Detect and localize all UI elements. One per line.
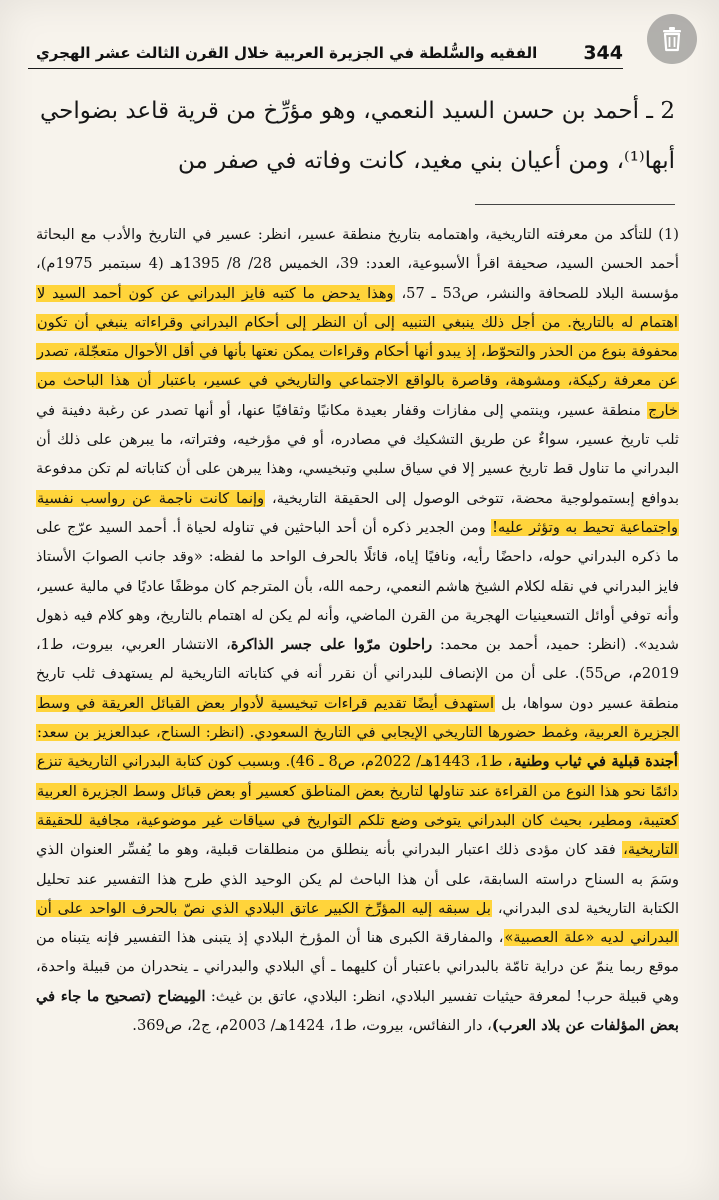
book-title: أجندة قبلية في ثياب وطنية	[514, 753, 678, 771]
body-paragraph: 2 ـ أحمد بن حسن السيد النعمي، وهو مؤرِّخ من قرية قاعد بضواحي أبها⁽¹⁾، ومن أعيان بني مغيد، كانت وفاته في صفر من	[40, 98, 675, 174]
footnote-block	[36, 220, 679, 1040]
footnote-text: ومن الجدير ذكره أن أحد الباحثين في تناوله لحياة أ. أحمد السيد عرّج على ما ذكره البدراني حوله، داحضًا رأيه، ونافيًا إياه، قائلًا بالحرف الواحد ما لفظه: «وقد جانب الصوابَ الأستاذ فايز البدراني في نقله لكلام الشيخ هاشم النعمي، رحمه الله، بأن المترجم كان موظفًا عاديًا في مالية عسير، وأنه توفي أوائل التسعينيات الهجرية من القرن الماضي، وأنه لم يكن له اهتمام بالتاريخ، وهو كلام فيه ذهول شديد». (انظر: حميد، أحمد بن محمد:	[36, 518, 680, 654]
trash-icon	[660, 26, 684, 52]
footnote-1	[36, 220, 679, 1040]
highlighted-passage: وإنما كانت ناجمة عن رواسب نفسية واجتماعية تحيط به وتؤثر عليه!	[37, 489, 679, 536]
page-number: 344	[583, 42, 623, 64]
footnote-text: ، الانتشار العربي، بيروت، ط1، 2019م، ص55). على أن من الإنصاف للبدراني أن نقرر أنه في كتاباته التاريخية لم يستهدف ثلب تاريخ منطقة عسير دون سواها، بل	[36, 636, 679, 712]
highlighted-passage: وهذا يدحض ما كتبه فايز البدراني عن كون أحمد السيد لا اهتمام له بالتاريخ. من أجل ذلك ينبغي التنبيه إلى أن النظر إلى أحكام البدراني وقراءاته ينبغي أن تكون محفوفة بنوع من الحذر والتحوّط، إذ يبدو أنها أحكام وقراءات يمكن نعتها بأنها في أقل الأحوال متعجّلة، تصدر عن معرفة ركيكة، ومشوهة، وقاصرة بالواقع الاجتماعي والتاريخي في عسير، باعتبار أن هذا الباحث من خارج	[37, 284, 678, 419]
footnote-text: للتأكد من معرفته التاريخية، واهتمامه بتاريخ منطقة عسير، انظر: عسير في التاريخ والأدب مع البحاثة أحمد الحسن السيد، صحيفة اقرأ الأسبوعية، العدد: 39، الخميس 28/ 8/ 1395هـ (4 سبتمبر 1975م)، مؤسسة البلاد للصحافة والنشر، ص53 ـ 57،	[36, 226, 679, 302]
running-title: الفقيه والسُّلطة في الجزيرة العربية خلال القرن الثالث عشر الهجري	[36, 44, 538, 62]
highlighted-passage: استهدف أيضًا تقديم قراءات تبخيسية لأدوار بعض القبائل العريقة في وسط الجزيرة العربية، وغمط حضورها التاريخي الإيجابي في التاريخ السعودي. (انظر: السناح، عبدالعزيز بن سعد:	[37, 694, 679, 742]
page-header	[28, 28, 623, 69]
footnote-divider	[475, 204, 675, 205]
book-title: راحلون مرّوا على جسر الذاكرة	[230, 636, 433, 654]
delete-button[interactable]	[647, 14, 697, 64]
highlighted-passage: ، ط1، 1443هـ/ 2022م، ص8 ـ 46). وبسبب كون كتابة البدراني التاريخية تنزع دائمًا نحو هذا النوع من القراءة عند تناولها لتاريخ بعض المناطق كعسير أو بعض قبائل وسط الجزيرة العربية كعتيبة، ومطير، بحيث كان البدراني يتوخى وضع تلكم التواريخ في سياقات غير موضوعية، مجافية للحقيقة التاريخية،	[37, 753, 678, 859]
footnote-text: ، والمفارقة الكبرى هنا أن المؤرخ البلادي إذ يتبنى هذا التفسير فإنه يتبناه من موقع ربما ينمّ عن دراية تامّة بالبدراني باعتبار أن كليهما ـ أي البلادي والبدراني ـ ينحدران من قبيلة واحدة، وهي قبيلة حرب! لمعرفة حيثيات تفسير البلادي، انظر: البلادي، عاتق بن غيث:	[36, 929, 679, 1005]
footnote-marker: (1)	[658, 226, 679, 243]
highlighted-passage: بل سبقه إليه المؤرِّخ الكبير عاتق البلادي الذي نصّ بالحرف الواحد على أن البدراني لديه «علة العصبية»	[37, 899, 678, 947]
footnote-text: منطقة عسير، وينتمي إلى مفازات وقفار بعيدة مكانيًا وثقافيًا عنها، أو أنها تصدر عن رغبة دفينة في ثلب تاريخ عسير، سواءٌ عن طريق التشكيك في مصادره، أو في مؤرخيه، وفتراته، ما يبرهن على ذلك أن البدراني ما تناول قط تاريخ عسير إلا في سياق سلبي وتبخيسي، وهذا يبرهن على أن كتاباته لم تكن مدفوعة بدوافع إبستمولوجية محضة، تتوخى الوصول إلى الحقيقة التاريخية،	[36, 401, 680, 507]
book-title: المِيضاح (تصحيح ما جاء في بعض المؤلفات عن بلاد العرب)	[36, 987, 679, 1035]
footnote-text: ، دار النفائس، بيروت، ط1، 1424هـ/ 2003م، ج2، ص369.	[132, 1017, 492, 1035]
footnote-text: فقد كان مؤدى ذلك اعتبار البدراني بأنه ينطلق من منطلقات قبلية، وهو ما يُفسِّر العنوان الذي وسَمَ به السناح دراسته السابقة، على أن هذا الباحث لم يكن الوحيد الذي طرح هذا التفسير عند تحليل الكتابة التاريخية لدى البدراني،	[36, 841, 680, 917]
